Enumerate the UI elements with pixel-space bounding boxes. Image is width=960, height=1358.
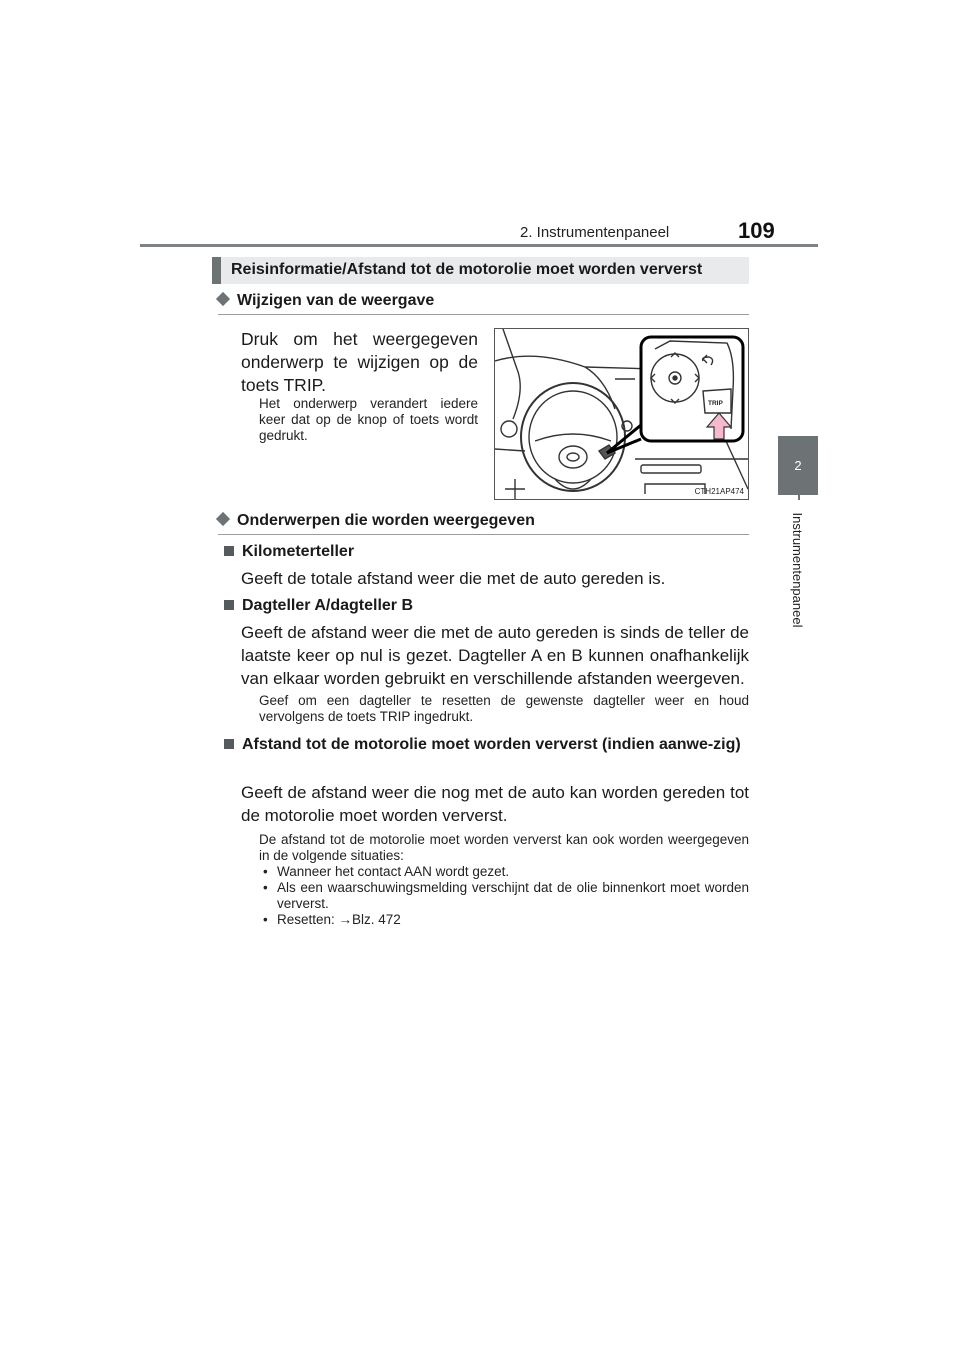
square-bullet-icon: [224, 546, 234, 556]
steering-wheel-drawing: [495, 329, 748, 499]
bullet-item: • Als een waarschuwingsmelding verschijnt dat de olie binnenkort moet worden ververst.: [263, 880, 749, 912]
section-title: Reisinformatie/Afstand tot de motorolie moet worden ververst: [231, 261, 703, 278]
chapter-label-text: Instrumentenpaneel: [790, 512, 806, 628]
item-title: Dagteller A/dagteller B: [242, 597, 414, 614]
subheading-change-display: [218, 292, 434, 310]
item-text: Geeft de afstand weer die nog met de auto kan worden gereden tot de motorolie moet worden ververst.: [241, 783, 749, 825]
chapter-tab-line: [798, 495, 800, 500]
item-text: Geeft de totale afstand weer die met de auto gereden is.: [241, 569, 666, 588]
square-bullet-icon: [224, 739, 234, 749]
item-heading-trip-meter: [224, 594, 413, 618]
instruction-text: Druk om het weergegeven onderwerp te wijzigen op de toets TRIP.: [241, 329, 478, 395]
steering-wheel-illustration: [494, 328, 749, 500]
item-heading-oil-change: [224, 733, 749, 757]
subheading-rule: [218, 534, 749, 535]
item-title: Kilometerteller: [242, 543, 355, 560]
header-rule: [140, 244, 818, 247]
instruction-note: Het onderwerp verandert iedere keer dat op de knop of toets wordt gedrukt.: [259, 396, 478, 443]
running-header-section: 2. Instrumentenpaneel: [520, 224, 670, 241]
chapter-label: [788, 512, 808, 628]
bullet-item: • Wanneer het contact AAN wordt gezet.: [263, 864, 749, 880]
diamond-icon: [216, 292, 230, 306]
chapter-tab: 2: [778, 436, 818, 495]
page-number: 109: [738, 218, 775, 243]
subheading-displayed-items: [218, 512, 535, 530]
item-title: Afstand tot de motorolie moet worden ververst (indien aanwe-zig): [242, 736, 741, 753]
item-note-text: De afstand tot de motorolie moet worden ververst kan ook worden weergegeven in de volgende situaties:: [259, 832, 749, 863]
bullet-list: [263, 864, 749, 928]
item-note: [259, 832, 749, 928]
illustration-code: CTH21AP474: [694, 487, 744, 496]
item-text: Geeft de afstand weer die met de auto gereden is sinds de teller de laatste keer op nul is gezet. Dagteller A en B kunnen onafhankelijk van elkaar worden gebruikt en verschillende afstanden weergeven.: [241, 623, 749, 688]
diamond-icon: [216, 512, 230, 526]
item-heading-odometer: [224, 540, 354, 564]
bullet-item: • Resetten: →Blz. 472: [263, 912, 749, 928]
section-title-bar: [212, 257, 749, 284]
trip-button-label: TRIP: [708, 400, 723, 407]
square-bullet-icon: [224, 600, 234, 610]
subheading-text: Onderwerpen die worden weergegeven: [237, 512, 535, 529]
item-note: Geef om een dagteller te resetten de gewenste dagteller weer en houd vervolgens de toets TRIP ingedrukt.: [259, 693, 749, 724]
subheading-text: Wijzigen van de weergave: [237, 292, 435, 309]
subheading-rule: [218, 314, 749, 315]
